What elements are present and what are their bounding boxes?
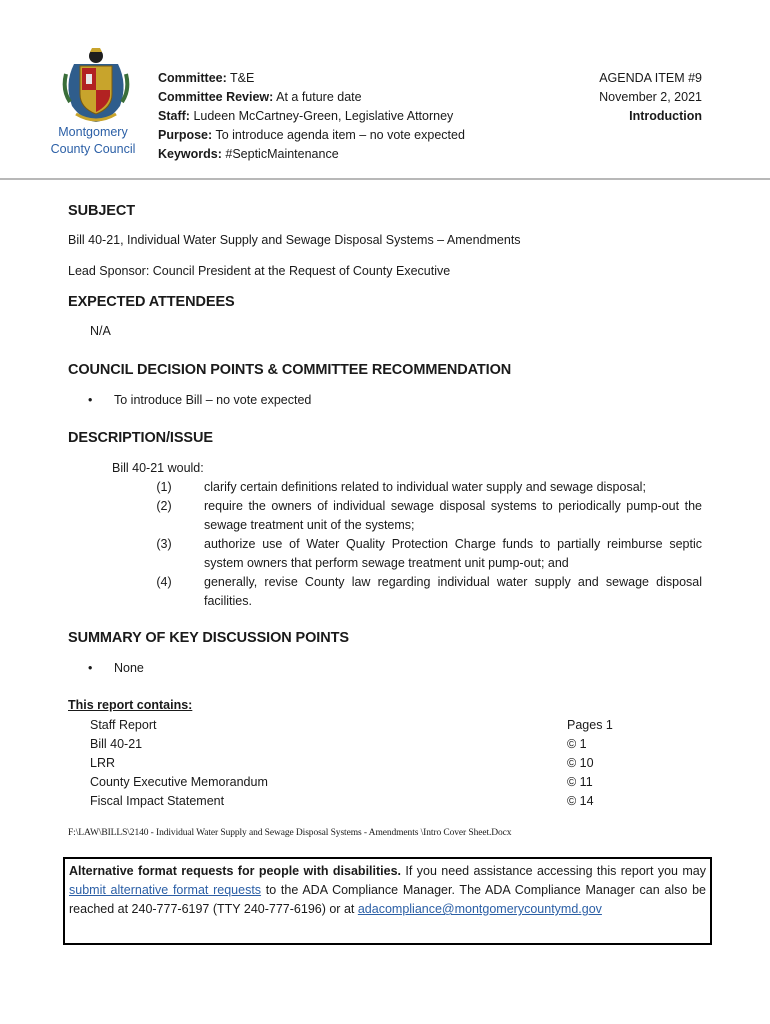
table-row: [90, 716, 615, 735]
ada-email-link[interactable]: adacompliance@montgomerycountymd.gov: [357, 902, 602, 916]
notice-text-2: to the ADA Compliance Manager. The ADA Compliance Manager can also be reached at 240-777-6197 (TTY 240-777-6196) or at: [69, 883, 706, 916]
decision-bullet-text: To introduce Bill – no vote expected: [114, 393, 312, 407]
row-page: © 10: [567, 756, 594, 770]
subject-heading: SUBJECT: [68, 203, 135, 219]
attendees-value: N/A: [90, 324, 111, 338]
row-page: Pages 1: [567, 718, 613, 732]
description-list: [112, 478, 702, 611]
item-text: clarify certain definitions related to individual water supply and sewage disposal;: [204, 480, 646, 494]
row-page: © 11: [567, 775, 593, 789]
item-number: (1): [156, 480, 172, 494]
summary-heading: SUMMARY OF KEY DISCUSSION POINTS: [68, 630, 349, 646]
row-label: Fiscal Impact Statement: [90, 794, 225, 808]
purpose-label: Purpose:: [158, 128, 213, 142]
summary-bullet-item: [88, 659, 144, 678]
county-seal-logo: [60, 44, 132, 124]
row-label: Bill 40-21: [90, 737, 143, 751]
review-value: At a future date: [276, 90, 362, 104]
row-page: © 1: [567, 737, 587, 751]
staff-value: Ludeen McCartney-Green, Legislative Attorney: [193, 109, 454, 123]
alternative-format-link[interactable]: submit alternative format requests: [69, 883, 262, 897]
committee-label: Committee:: [158, 71, 227, 85]
item-number: (2): [156, 499, 172, 513]
decision-heading: COUNCIL DECISION POINTS & COMMITTEE RECOMMENDATION: [68, 362, 512, 378]
bullet-icon: •: [88, 393, 93, 407]
table-row: [90, 735, 615, 754]
description-heading: DESCRIPTION/ISSUE: [68, 430, 213, 446]
notice-bold: Alternative format requests for people with disabilities.: [69, 864, 401, 878]
agenda-info: [599, 69, 702, 126]
subject-line: Bill 40-21, Individual Water Supply and Sewage Disposal Systems – Amendments: [68, 233, 521, 247]
keywords-value: #SepticMaintenance: [225, 147, 339, 161]
table-row: [90, 773, 615, 792]
list-item: [112, 573, 702, 611]
staff-label: Staff:: [158, 109, 190, 123]
list-item: [112, 535, 702, 573]
item-text: generally, revise County law regarding individual water supply and sewage disposal facilities.: [204, 575, 702, 608]
row-page: © 14: [567, 794, 594, 808]
report-contents-list: [90, 716, 615, 811]
report-contents-title: This report contains:: [68, 698, 193, 712]
lead-sponsor-line: Lead Sponsor: Council President at the Request of County Executive: [68, 264, 451, 278]
row-label: County Executive Memorandum: [90, 775, 268, 789]
notice-text-1: If you need assistance accessing this report you may: [401, 864, 706, 878]
keywords-label: Keywords:: [158, 147, 222, 161]
description-intro: Bill 40-21 would:: [112, 461, 204, 475]
header-divider: [0, 178, 770, 180]
file-path: F:\LAW\BILLS\2140 - Individual Water Supply and Sewage Disposal Systems - Amendments \Intro Cover Sheet.Docx: [68, 828, 512, 838]
row-label: LRR: [90, 756, 116, 770]
item-number: (3): [156, 537, 172, 551]
bullet-icon: •: [88, 661, 93, 675]
agenda-item-number: AGENDA ITEM #9: [599, 71, 702, 85]
agenda-stage: Introduction: [629, 109, 702, 123]
table-row: [90, 754, 615, 773]
item-number: (4): [156, 575, 172, 589]
list-item: [112, 497, 702, 535]
table-row: [90, 792, 615, 811]
org-line-2: County Council: [50, 142, 136, 156]
accessibility-notice: [63, 857, 712, 945]
list-item: [112, 478, 702, 497]
item-text: authorize use of Water Quality Protection Charge funds to partially reimburse septic system owners that perform sewage treatment unit pump-out; and: [204, 537, 702, 570]
agenda-date: November 2, 2021: [599, 90, 702, 104]
decision-bullet-item: [88, 391, 311, 410]
header-metadata: [158, 69, 465, 164]
row-label: Staff Report: [90, 718, 157, 732]
purpose-value: To introduce agenda item – no vote expected: [215, 128, 465, 142]
summary-bullet-text: None: [114, 661, 144, 675]
org-line-1: Montgomery: [58, 125, 128, 139]
committee-value: T&E: [230, 71, 255, 85]
attendees-heading: EXPECTED ATTENDEES: [68, 294, 235, 310]
review-label: Committee Review:: [158, 90, 274, 104]
organization-name: [40, 124, 146, 158]
item-text: require the owners of individual sewage disposal systems to periodically pump-out the sewage treatment unit of the systems;: [204, 499, 702, 532]
